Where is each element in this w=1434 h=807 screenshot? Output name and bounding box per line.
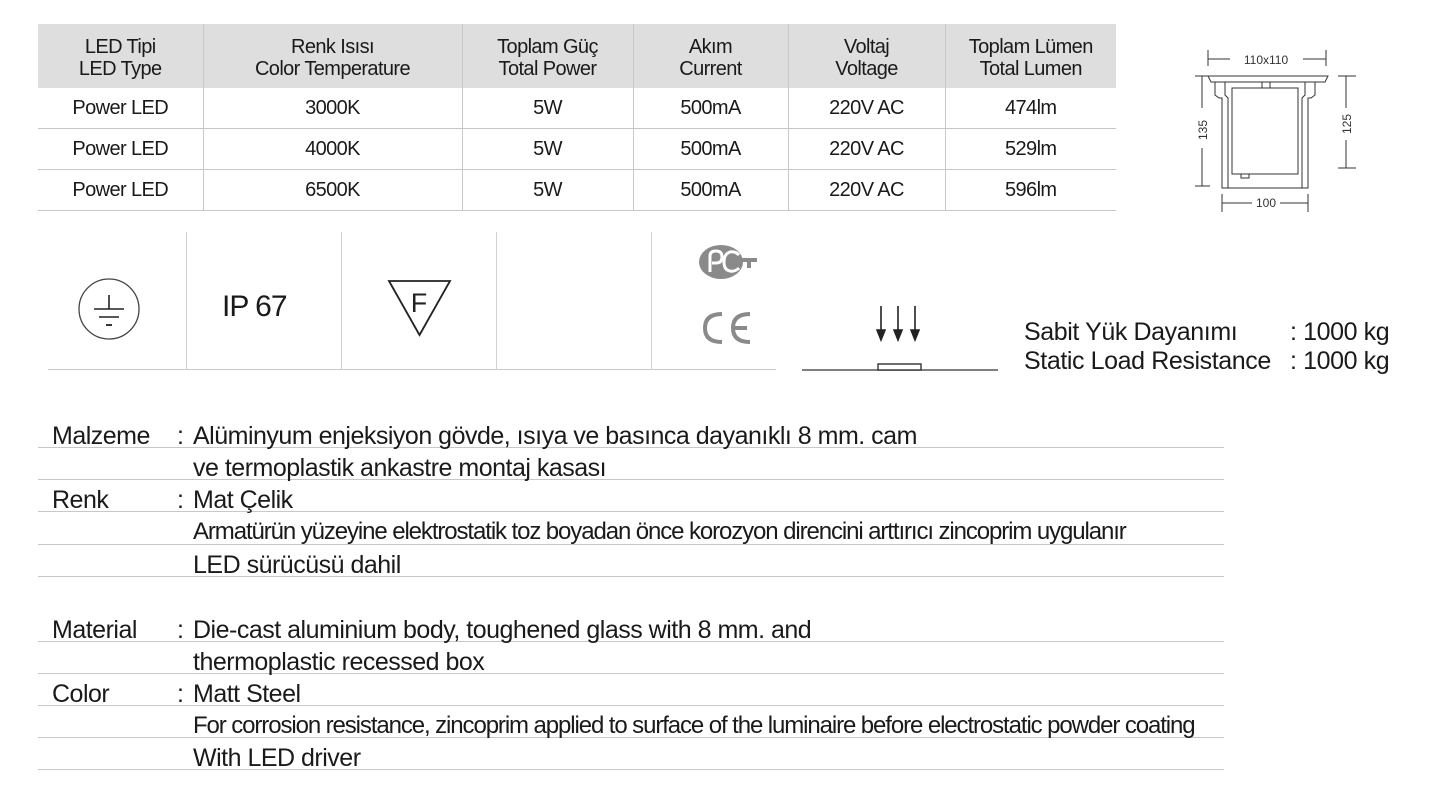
divider xyxy=(496,232,497,370)
desc-key: Renk xyxy=(52,486,109,514)
cell-total-lumen: 474lm xyxy=(945,88,1116,129)
cell-total-lumen: 596lm xyxy=(945,170,1116,211)
header-en: Voltage xyxy=(835,58,898,80)
header-tr: Voltaj xyxy=(843,36,890,58)
cell-current: 500mA xyxy=(633,129,788,170)
desc-line xyxy=(38,641,1224,674)
dim-left-label: 135 xyxy=(1196,119,1210,141)
static-load-value-tr: : 1000 kg xyxy=(1290,318,1390,346)
header-tr: Renk Isısı xyxy=(291,36,374,58)
desc-value: thermoplastic recessed box xyxy=(193,648,485,676)
header-en: Total Power xyxy=(498,58,597,80)
dim-bottom-label: 100 xyxy=(1255,196,1277,210)
cell-total-power: 5W xyxy=(462,170,633,211)
icon-strip-rule xyxy=(48,369,776,370)
f-mark-icon xyxy=(387,278,453,338)
desc-value: Matt Steel xyxy=(193,680,301,708)
header-en: Total Lumen xyxy=(979,58,1082,80)
header-tr: LED Tipi xyxy=(84,36,156,58)
desc-colon: : xyxy=(177,616,184,644)
desc-value: For corrosion resistance, zincoprim applied to surface of the luminaire before electrostatic powder coating xyxy=(193,712,1195,739)
dim-top-label: 110x110 xyxy=(1243,53,1289,67)
divider xyxy=(186,232,187,370)
spec-table xyxy=(38,24,1116,211)
static-load-icon xyxy=(800,300,1000,374)
pct-mark-icon xyxy=(698,244,760,280)
table-row xyxy=(38,88,1116,129)
header-tr: Toplam Güç xyxy=(497,36,598,58)
desc-line xyxy=(38,737,1224,770)
desc-value: LED sürücüsü dahil xyxy=(193,551,401,579)
cell-color-temperature: 3000K xyxy=(203,88,462,129)
header-current xyxy=(633,24,788,88)
header-tr: Toplam Lümen xyxy=(968,36,1093,58)
cell-led-type: Power LED xyxy=(38,170,203,211)
desc-value: Armatürün yüzeyine elektrostatik toz boyadan önce korozyon direncini arttırıcı zincoprim uygulanır xyxy=(193,518,1126,545)
desc-key: Malzeme xyxy=(52,422,150,450)
desc-line xyxy=(38,705,1224,738)
protective-earth-icon xyxy=(76,276,142,342)
desc-value: ve termoplastik ankastre montaj kasası xyxy=(193,454,607,482)
cell-color-temperature: 6500K xyxy=(203,170,462,211)
cell-led-type: Power LED xyxy=(38,129,203,170)
desc-value: Mat Çelik xyxy=(193,486,293,514)
ce-mark-icon xyxy=(700,311,756,345)
table-row xyxy=(38,129,1116,170)
table-row xyxy=(38,170,1116,211)
desc-key: Color xyxy=(52,680,110,708)
cell-total-power: 5W xyxy=(462,88,633,129)
cell-total-power: 5W xyxy=(462,129,633,170)
desc-line xyxy=(38,479,1224,512)
header-led-type xyxy=(38,24,203,88)
desc-line xyxy=(38,511,1224,545)
ip-rating: IP 67 xyxy=(222,290,287,323)
desc-colon: : xyxy=(177,486,184,514)
static-load-value-en: : 1000 kg xyxy=(1290,347,1390,375)
desc-value: With LED driver xyxy=(193,744,361,772)
header-en: Current xyxy=(679,58,742,80)
header-color-temperature xyxy=(203,24,462,88)
divider xyxy=(651,232,652,370)
static-load-label-en: Static Load Resistance xyxy=(1024,347,1271,375)
divider xyxy=(341,232,342,370)
static-load-row-tr xyxy=(1024,318,1389,347)
cell-voltage: 220V AC xyxy=(788,88,945,129)
cell-current: 500mA xyxy=(633,88,788,129)
header-en: Color Temperature xyxy=(254,58,411,80)
desc-line xyxy=(38,609,1224,642)
dimension-drawing xyxy=(1170,40,1370,220)
spec-header-row xyxy=(38,24,1116,88)
desc-line xyxy=(38,673,1224,706)
desc-value: Alüminyum enjeksiyon gövde, ısıya ve basınca dayanıklı 8 mm. cam xyxy=(193,422,917,450)
desc-line xyxy=(38,415,1224,448)
cell-led-type: Power LED xyxy=(38,88,203,129)
static-load-row-en xyxy=(1024,347,1389,376)
desc-colon: : xyxy=(177,422,184,450)
desc-line xyxy=(38,447,1224,480)
cell-voltage: 220V AC xyxy=(788,129,945,170)
static-load-label-tr: Sabit Yük Dayanımı xyxy=(1024,318,1238,346)
header-total-power xyxy=(462,24,633,88)
cell-total-lumen: 529lm xyxy=(945,129,1116,170)
cell-color-temperature: 4000K xyxy=(203,129,462,170)
cell-voltage: 220V AC xyxy=(788,170,945,211)
desc-line xyxy=(38,544,1224,577)
desc-key: Material xyxy=(52,616,137,644)
desc-colon: : xyxy=(177,680,184,708)
header-en: LED Type xyxy=(78,58,162,80)
dim-right-label: 125 xyxy=(1340,113,1354,135)
static-load-spec xyxy=(1024,318,1389,376)
desc-value: Die-cast aluminium body, toughened glass with 8 mm. and xyxy=(193,616,812,644)
header-total-lumen xyxy=(945,24,1116,88)
cell-current: 500mA xyxy=(633,170,788,211)
f-mark-letter: F xyxy=(410,288,428,318)
header-tr: Akım xyxy=(688,36,733,58)
header-voltage xyxy=(788,24,945,88)
